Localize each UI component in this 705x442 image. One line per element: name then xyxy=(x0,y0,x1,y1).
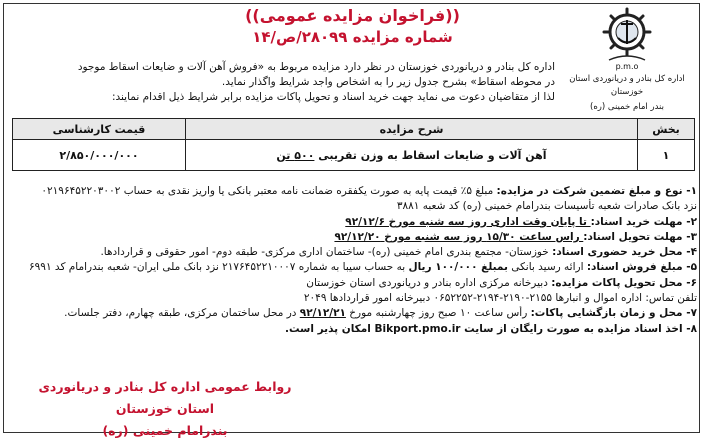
intro-line-1: اداره کل بنادر و دریانوردی خوزستان در نظر دارد مزایده مربوط به «فروش آهن آلات و ضایعات اسقاط موجود xyxy=(77,61,555,73)
auction-items-table xyxy=(12,118,695,171)
condition-2 xyxy=(10,215,697,230)
condition-1 xyxy=(10,184,697,199)
footer-line-1: روابط عمومی اداره کل بنادر و دریانوردی استان خوزستان xyxy=(38,379,292,416)
condition-5-text-a: ارائه رسید بانکی xyxy=(507,261,587,274)
intro-paragraph xyxy=(10,60,555,105)
condition-5 xyxy=(10,260,697,275)
auction-website-link[interactable]: Bikport.pmo.ir xyxy=(374,322,461,335)
condition-7-text-b: در محل ساختمان مرکزی، طبقه چهارم، دفتر جلسات. xyxy=(64,307,300,320)
condition-1-continued: نزد بانک صادرات شعبه تأسیسات بندرامام خمینی (ره) کد شعبه ۳۸۸۱ xyxy=(396,200,697,213)
table-header-row xyxy=(13,119,695,140)
condition-2-text: تا پایان وقت اداری روز سه شنبه مورخ ۹۲/۱۲/۶ xyxy=(345,215,591,228)
condition-8 xyxy=(10,322,697,337)
header-price: قیمت کارشناسی xyxy=(13,119,186,140)
org-name-line1: اداره کل بنادر و دریانوردی استان خوزستان xyxy=(569,74,685,97)
organization-logo-block xyxy=(557,6,697,114)
header-description: شرح مزایده xyxy=(186,119,638,140)
public-relations-signature xyxy=(20,376,310,442)
condition-6-label: ۶- محل تحویل پاکات مزایده: xyxy=(551,276,697,289)
logo-abbreviation: p.m.o xyxy=(615,62,639,71)
condition-4-label: ۴- محل خرید حضوری اسناد: xyxy=(552,246,697,259)
condition-5-text-b: به حساب سیبا به شماره ۲۱۷۶۴۵۲۲۱۰۰۰۷ نزد بانک ملی ایران- شعبه بندرامام کد ۶۹۹۱ xyxy=(29,261,409,274)
cell-price: ۲/۸۵۰/۰۰۰/۰۰۰ xyxy=(13,140,186,171)
condition-3 xyxy=(10,230,697,245)
description-text: آهن آلات و ضایعات اسقاط به وزن تقریبی xyxy=(318,148,547,162)
cell-part: ۱ xyxy=(638,140,695,171)
condition-8-text: امکان پذیر است. xyxy=(284,322,375,335)
condition-7-label: ۷- محل و زمان بازگشایی پاکات: xyxy=(530,307,697,320)
condition-1-text: مبلغ ۵٪ قیمت پایه به صورت یکفقره ضمانت نامه معتبر بانکی یا واریز نقدی به حساب ۰۲۱۹۶۴۵۲۲۰۳۰۰۲ xyxy=(41,185,497,197)
cell-description xyxy=(186,140,638,171)
table-row xyxy=(13,140,695,171)
footer-line-2: بندرامام خمینی (ره) xyxy=(102,423,228,438)
condition-2-label: ۲- مهلت خرید اسناد: xyxy=(590,215,697,228)
condition-1-label: ۱- نوع و مبلغ تضمین شرکت در مزایده: xyxy=(496,185,697,197)
anchor-wheel-logo-icon xyxy=(601,6,653,64)
description-amount: ۵۰۰ تن xyxy=(276,148,315,162)
auction-number: شماره مزایده ۲۸۰۹۹/ص/۱۴ xyxy=(252,28,453,46)
notice-title: ((فراخوان مزایده عمومی)) xyxy=(245,6,460,25)
header-part: بخش xyxy=(638,119,695,140)
condition-5-amount: بمبلغ ۱۰۰/۰۰۰ ریال xyxy=(408,261,508,274)
condition-6-text: دبیرخانه مرکزی اداره بنادر و دریانوردی استان خوزستان xyxy=(306,276,552,289)
condition-7 xyxy=(10,306,697,321)
org-name-line2: بندر امام خمینی (ره) xyxy=(590,102,664,112)
condition-4 xyxy=(10,245,697,260)
condition-3-text: راس ساعت ۱۵/۳۰ روز سه شنبه مورخ ۹۲/۱۲/۲۰ xyxy=(334,230,584,243)
condition-6 xyxy=(10,276,697,291)
conditions-list xyxy=(10,184,697,337)
condition-4-text: خوزستان- مجتمع بندری امام خمینی (ره)- ساختمان اداری مرکزی- طبقه دوم- امور حقوقی و قراردادها. xyxy=(100,246,553,259)
condition-5-label: ۵- مبلغ فروش اسناد: xyxy=(586,261,697,274)
condition-7-text-a: رأس ساعت ۱۰ صبح روز چهارشنبه مورخ xyxy=(345,307,531,320)
condition-7-date: ۹۲/۱۲/۲۱ xyxy=(299,307,346,320)
intro-line-2: در محوطه اسقاط» بشرح جدول زیر را به اشخاص واجد شرایط واگذار نماید. xyxy=(221,76,555,88)
intro-line-3: لذا از متقاضیان دعوت می نماید جهت خرید اسناد و تحویل پاکات مزایده برابر شرایط ذیل اقدام نمایند: xyxy=(111,91,555,103)
contact-phone: تلفن تماس: اداره اموال و انبارها ۲۱۵۵-۲۱۹۰-۲۱۹۴-۰۶۵۲۲۵۲ دبیرخانه امور قراردادها ۲۰۴۹ xyxy=(303,292,697,305)
condition-8-label: ۸- اخذ اسناد مزایده به صورت رایگان از سایت xyxy=(460,322,697,335)
condition-3-label: ۳- مهلت تحویل اسناد: xyxy=(583,230,697,243)
